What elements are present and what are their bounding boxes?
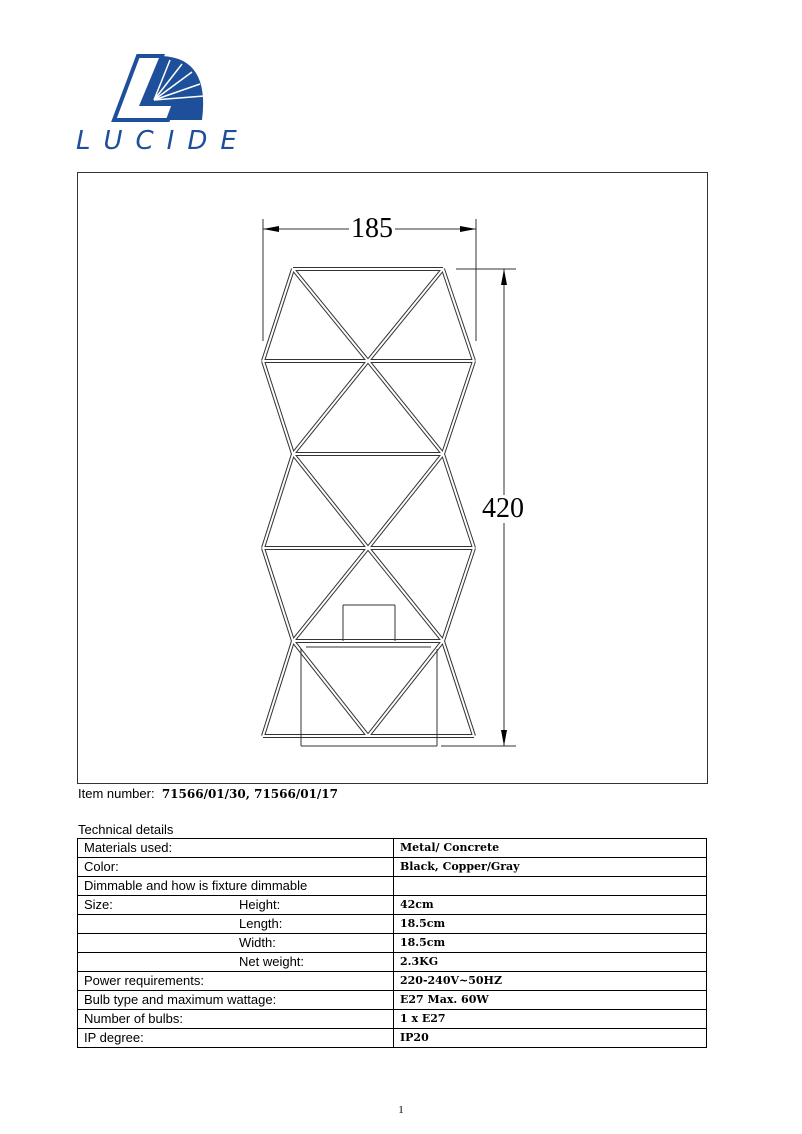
table-row xyxy=(78,972,707,991)
row-sublabel: Width: xyxy=(239,935,276,950)
arrowhead xyxy=(263,226,279,232)
page-number: 1 xyxy=(398,1104,404,1116)
frame-strut-inner xyxy=(293,454,368,548)
frame-strut-inner xyxy=(368,548,443,641)
row-label-cell xyxy=(78,839,394,858)
row-value: IP20 xyxy=(394,1029,707,1048)
frame-strut-inner xyxy=(263,548,293,641)
row-value: 18.5cm xyxy=(394,915,707,934)
table-row xyxy=(78,915,707,934)
row-value xyxy=(394,877,707,896)
item-number-value: 71566/01/30, 71566/01/17 xyxy=(161,787,339,801)
row-value: 220-240V~50HZ xyxy=(394,972,707,991)
row-value: 2.3KG xyxy=(394,953,707,972)
row-value: 42cm xyxy=(394,896,707,915)
row-sublabel: Length: xyxy=(239,916,283,931)
table-row xyxy=(78,934,707,953)
frame-strut-inner xyxy=(263,269,293,361)
frame-strut-inner xyxy=(293,641,368,736)
row-label-cell xyxy=(78,877,394,896)
row-value: Metal/ Concrete xyxy=(394,839,707,858)
row-label-cell xyxy=(78,953,394,972)
frame-strut-inner xyxy=(263,454,293,548)
frame-strut-inner xyxy=(293,361,368,454)
row-label: Power requirements: xyxy=(84,973,204,988)
table-row xyxy=(78,896,707,915)
table-row xyxy=(78,1029,707,1048)
row-label-cell xyxy=(78,858,394,877)
table-row xyxy=(78,1010,707,1029)
frame-strut-inner xyxy=(263,641,293,736)
row-label-cell xyxy=(78,915,394,934)
technical-drawing xyxy=(77,172,708,784)
row-label: Bulb type and maximum wattage: xyxy=(84,992,277,1007)
height-dimension-label: 420 xyxy=(482,493,524,524)
table-row xyxy=(78,991,707,1010)
table-row xyxy=(78,858,707,877)
row-sublabel: Height: xyxy=(239,897,281,912)
row-label-cell xyxy=(78,972,394,991)
technical-details-table xyxy=(77,838,707,1048)
frame-strut-inner xyxy=(368,361,443,454)
row-label: Color: xyxy=(84,859,119,874)
item-number-label: Item number: xyxy=(78,786,155,801)
frame-strut-inner xyxy=(443,361,474,454)
frame-strut-inner xyxy=(368,269,443,361)
row-label-cell xyxy=(78,1029,394,1048)
arrowhead xyxy=(460,226,476,232)
row-value: Black, Copper/Gray xyxy=(394,858,707,877)
width-dimension-label: 185 xyxy=(351,213,393,244)
frame-strut-inner xyxy=(368,454,443,548)
technical-details-title: Technical details xyxy=(78,822,174,837)
frame-strut-inner xyxy=(443,641,474,736)
row-label: Dimmable and how is fixture dimmable xyxy=(84,878,308,893)
lamp-drawing xyxy=(78,173,707,783)
item-number xyxy=(78,786,338,801)
arrowhead xyxy=(501,269,507,285)
row-sublabel: Net weight: xyxy=(239,954,305,969)
row-value: E27 Max. 60W xyxy=(394,991,707,1010)
row-value: 18.5cm xyxy=(394,934,707,953)
row-label-cell xyxy=(78,896,394,915)
frame-strut-inner xyxy=(293,269,368,361)
frame-strut-inner xyxy=(443,548,474,641)
row-label-cell xyxy=(78,991,394,1010)
row-label-cell xyxy=(78,1010,394,1029)
table-row xyxy=(78,877,707,896)
row-label: Size: xyxy=(84,897,113,912)
frame-strut-inner xyxy=(443,454,474,548)
frame-strut-inner xyxy=(368,641,443,736)
row-label-cell xyxy=(78,934,394,953)
logo-mark-icon xyxy=(70,50,230,130)
row-label: Number of bulbs: xyxy=(84,1011,183,1026)
frame-strut-inner xyxy=(263,361,293,454)
frame-strut-inner xyxy=(443,269,474,361)
lucide-logo xyxy=(70,50,250,160)
arrowhead xyxy=(501,730,507,746)
row-value: 1 x E27 xyxy=(394,1010,707,1029)
row-label: Materials used: xyxy=(84,840,173,855)
logo-text: LUCIDE xyxy=(76,126,250,156)
frame-strut-inner xyxy=(293,548,368,641)
table-row xyxy=(78,839,707,858)
table-row xyxy=(78,953,707,972)
row-label: IP degree: xyxy=(84,1030,144,1045)
